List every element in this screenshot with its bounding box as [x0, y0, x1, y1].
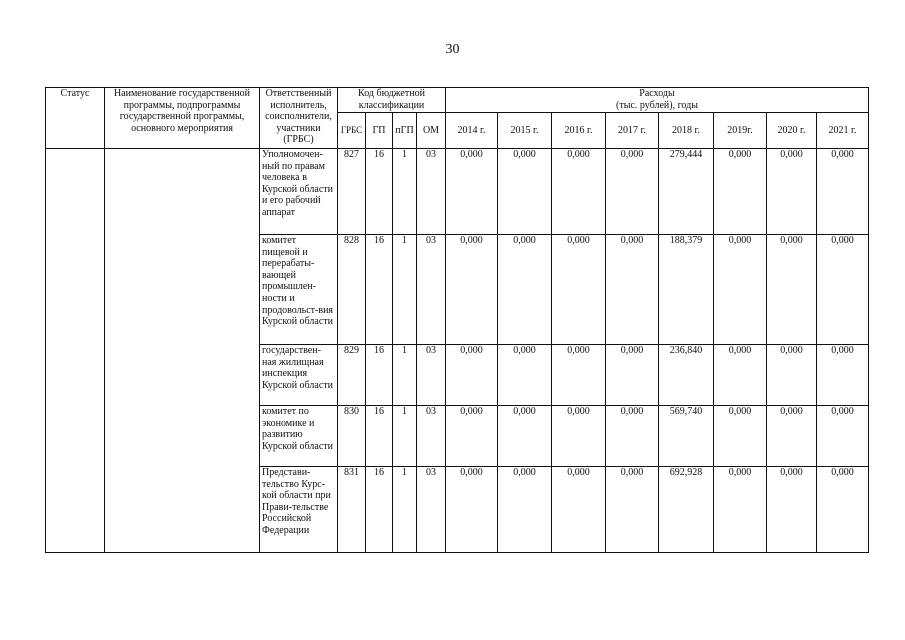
expense-cell: 0,000	[767, 345, 817, 406]
expense-cell: 0,000	[767, 149, 817, 235]
executor-cell: государствен-ная жилищная инспекция Курской области	[260, 345, 338, 406]
header-expenses-subtitle: (тыс. рублей), годы	[616, 99, 698, 111]
header-gp: ГП	[366, 113, 393, 149]
om-cell: 03	[417, 467, 446, 553]
pgp-cell: 1	[393, 149, 417, 235]
gp-cell: 16	[366, 345, 393, 406]
expense-cell: 0,000	[714, 406, 767, 467]
executor-cell: Представи-тельство Курс-кой области при Прави-тельстве Российской Федерации	[260, 467, 338, 553]
page-number: 30	[445, 42, 460, 57]
header-expenses-title: Расходы	[639, 88, 675, 99]
grbs-cell: 831	[338, 467, 366, 553]
header-year-2019: 2019г.	[714, 113, 767, 149]
executor-cell: комитет пищевой и перерабаты-вающей промышлен-ности и продовольст-вия Курской области	[260, 235, 338, 345]
status-cell	[46, 149, 105, 553]
expense-cell: 0,000	[552, 406, 606, 467]
expense-cell: 0,000	[552, 345, 606, 406]
expense-cell: 0,000	[606, 235, 659, 345]
gp-cell: 16	[366, 149, 393, 235]
program-name-cell	[105, 149, 260, 553]
header-year-2020: 2020 г.	[767, 113, 817, 149]
pgp-cell: 1	[393, 235, 417, 345]
expense-cell: 0,000	[606, 149, 659, 235]
header-year-2014: 2014 г.	[446, 113, 498, 149]
om-cell: 03	[417, 235, 446, 345]
om-cell: 03	[417, 149, 446, 235]
expense-cell: 0,000	[767, 467, 817, 553]
expense-cell: 0,000	[446, 406, 498, 467]
expense-cell: 0,000	[817, 406, 869, 467]
expense-cell: 0,000	[606, 467, 659, 553]
header-pgp: пГП	[393, 113, 417, 149]
header-year-2018: 2018 г.	[659, 113, 714, 149]
header-budget-code: Код бюджетной классификации	[338, 88, 446, 113]
executor-cell: Уполномочен-ный по правам человека в Курской области и его рабочий аппарат	[260, 149, 338, 235]
expense-cell: 692,928	[659, 467, 714, 553]
header-row-1	[46, 88, 869, 113]
gp-cell: 16	[366, 406, 393, 467]
grbs-cell: 828	[338, 235, 366, 345]
expense-cell: 0,000	[446, 235, 498, 345]
expense-cell: 0,000	[817, 149, 869, 235]
header-year-2021: 2021 г.	[817, 113, 869, 149]
expense-cell: 188,379	[659, 235, 714, 345]
om-cell: 03	[417, 406, 446, 467]
expense-cell: 0,000	[714, 345, 767, 406]
header-status: Статус	[46, 88, 105, 149]
table-row	[46, 149, 869, 235]
gp-cell: 16	[366, 467, 393, 553]
expense-cell: 0,000	[817, 467, 869, 553]
expense-cell: 0,000	[714, 235, 767, 345]
executor-cell: комитет по экономике и развитию Курской области	[260, 406, 338, 467]
grbs-cell: 827	[338, 149, 366, 235]
expense-cell: 0,000	[498, 345, 552, 406]
expense-cell: 0,000	[446, 149, 498, 235]
expense-cell: 0,000	[498, 467, 552, 553]
expense-cell: 0,000	[606, 406, 659, 467]
header-expenses	[446, 88, 869, 113]
gp-cell: 16	[366, 235, 393, 345]
budget-table	[45, 87, 869, 553]
pgp-cell: 1	[393, 467, 417, 553]
expense-cell: 569,740	[659, 406, 714, 467]
expense-cell: 0,000	[767, 406, 817, 467]
expense-cell: 279,444	[659, 149, 714, 235]
header-program-name: Наименование государственной программы, подпрограммы государственной программы, основного мероприятия	[105, 88, 260, 149]
expense-cell: 0,000	[446, 467, 498, 553]
header-grbs: ГРБС	[338, 113, 366, 149]
expense-cell: 0,000	[817, 345, 869, 406]
header-year-2015: 2015 г.	[498, 113, 552, 149]
expense-cell: 0,000	[714, 149, 767, 235]
header-om: ОМ	[417, 113, 446, 149]
expense-cell: 0,000	[767, 235, 817, 345]
grbs-cell: 830	[338, 406, 366, 467]
expense-cell: 0,000	[606, 345, 659, 406]
header-year-2016: 2016 г.	[552, 113, 606, 149]
expense-cell: 0,000	[498, 235, 552, 345]
expense-cell: 0,000	[714, 467, 767, 553]
expense-cell: 0,000	[552, 235, 606, 345]
pgp-cell: 1	[393, 345, 417, 406]
expense-cell: 0,000	[817, 235, 869, 345]
expense-cell: 0,000	[446, 345, 498, 406]
header-executor: Ответственный исполнитель, соисполнители, участники (ГРБС)	[260, 88, 338, 149]
om-cell: 03	[417, 345, 446, 406]
header-year-2017: 2017 г.	[606, 113, 659, 149]
expense-cell: 0,000	[552, 467, 606, 553]
expense-cell: 0,000	[552, 149, 606, 235]
grbs-cell: 829	[338, 345, 366, 406]
expense-cell: 236,840	[659, 345, 714, 406]
pgp-cell: 1	[393, 406, 417, 467]
expense-cell: 0,000	[498, 149, 552, 235]
expense-cell: 0,000	[498, 406, 552, 467]
